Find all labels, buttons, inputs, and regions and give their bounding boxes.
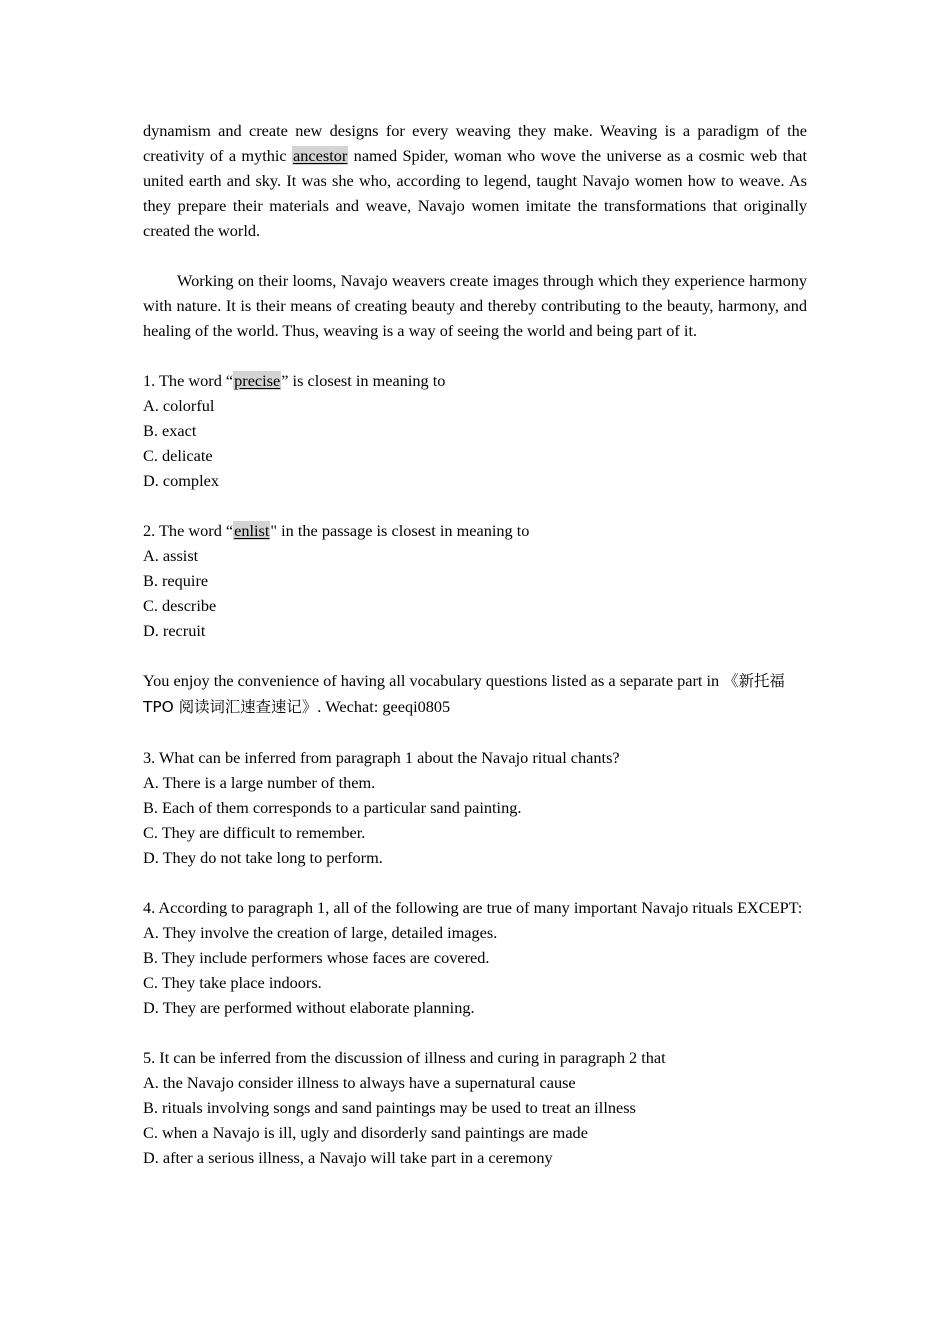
question-text-run: 1. The word “ — [143, 371, 234, 390]
promo-wechat-handle: . Wechat: geeqi0805 — [317, 697, 451, 716]
passage-body — [143, 118, 807, 343]
answer-option[interactable]: D. They do not take long to perform. — [143, 848, 383, 867]
question-block-3 — [143, 745, 807, 870]
answer-option[interactable]: C. They are difficult to remember. — [143, 823, 366, 842]
questions-list — [143, 368, 807, 1170]
answer-option[interactable]: A. They involve the creation of large, detailed images. — [143, 923, 498, 942]
question-text-run: " in the passage is closest in meaning to — [270, 521, 530, 540]
question-text-run: 4. According to paragraph 1, all of the following are true of many important Navajo rituals EXCEPT: — [143, 898, 803, 917]
answer-option[interactable]: A. colorful — [143, 396, 215, 415]
answer-option[interactable]: D. complex — [143, 471, 219, 490]
page-content — [143, 118, 807, 1195]
question-stem — [143, 1045, 807, 1070]
question-stem — [143, 745, 807, 770]
answer-option[interactable]: B. Each of them corresponds to a particular sand painting. — [143, 798, 522, 817]
question-highlighted-term[interactable]: enlist — [234, 521, 270, 540]
question-highlighted-term[interactable]: precise — [234, 371, 281, 390]
answer-option[interactable]: B. They include performers whose faces are covered. — [143, 948, 490, 967]
answer-option[interactable]: A. assist — [143, 546, 199, 565]
promo-lead-text: You enjoy the convenience of having all vocabulary questions listed as a separate part in — [143, 671, 724, 690]
passage-paragraph — [143, 118, 807, 243]
answer-option[interactable]: A. the Navajo consider illness to always have a supernatural cause — [143, 1073, 576, 1092]
promo-book-title: 《新托福 TPO 阅读词汇速查速记》 — [143, 672, 785, 716]
passage-text-run: dynamism and create new designs for every weaving they make. Weaving is a paradigm of the creativity of a mythic — [143, 121, 807, 165]
passage-paragraph — [143, 268, 807, 343]
answer-option[interactable]: B. exact — [143, 421, 197, 440]
question-block-4 — [143, 895, 807, 1020]
passage-text-run: named Spider, woman who wove the universe as a cosmic web that united earth and sky. It was she who, according to legend, taught Navajo women how to weave. As they prepare their materials and weave, Navajo women imitate the transformations that originally created the world. — [143, 146, 807, 240]
answer-option[interactable]: D. They are performed without elaborate planning. — [143, 998, 475, 1017]
passage-highlighted-term[interactable]: ancestor — [293, 146, 348, 165]
answer-option[interactable]: B. rituals involving songs and sand paintings may be used to treat an illness — [143, 1098, 636, 1117]
question-stem — [143, 368, 807, 393]
answer-option[interactable]: D. recruit — [143, 621, 206, 640]
question-block-1 — [143, 368, 807, 493]
question-text-run: 5. It can be inferred from the discussion of illness and curing in paragraph 2 that — [143, 1048, 666, 1067]
answer-option[interactable]: D. after a serious illness, a Navajo will take part in a ceremony — [143, 1148, 553, 1167]
question-block-2 — [143, 518, 807, 643]
answer-option[interactable]: C. when a Navajo is ill, ugly and disorderly sand paintings are made — [143, 1123, 588, 1142]
question-text-run: 2. The word “ — [143, 521, 234, 540]
answer-option[interactable]: A. There is a large number of them. — [143, 773, 376, 792]
answer-option[interactable]: C. They take place indoors. — [143, 973, 322, 992]
answer-option[interactable]: C. delicate — [143, 446, 213, 465]
question-stem — [143, 895, 807, 920]
question-block-5 — [143, 1045, 807, 1170]
question-text-run: 3. What can be inferred from paragraph 1 about the Navajo ritual chants? — [143, 748, 620, 767]
passage-text-run: Working on their looms, Navajo weavers create images through which they experience harmony with nature. It is their means of creating beauty and thereby contributing to the beauty, harmony, and healing of the world. Thus, weaving is a way of seeing the world and being part of it. — [143, 271, 807, 340]
question-text-run: ” is closest in meaning to — [281, 371, 446, 390]
answer-option[interactable]: C. describe — [143, 596, 217, 615]
promotional-note — [143, 668, 807, 720]
answer-option[interactable]: B. require — [143, 571, 209, 590]
question-stem — [143, 518, 807, 543]
